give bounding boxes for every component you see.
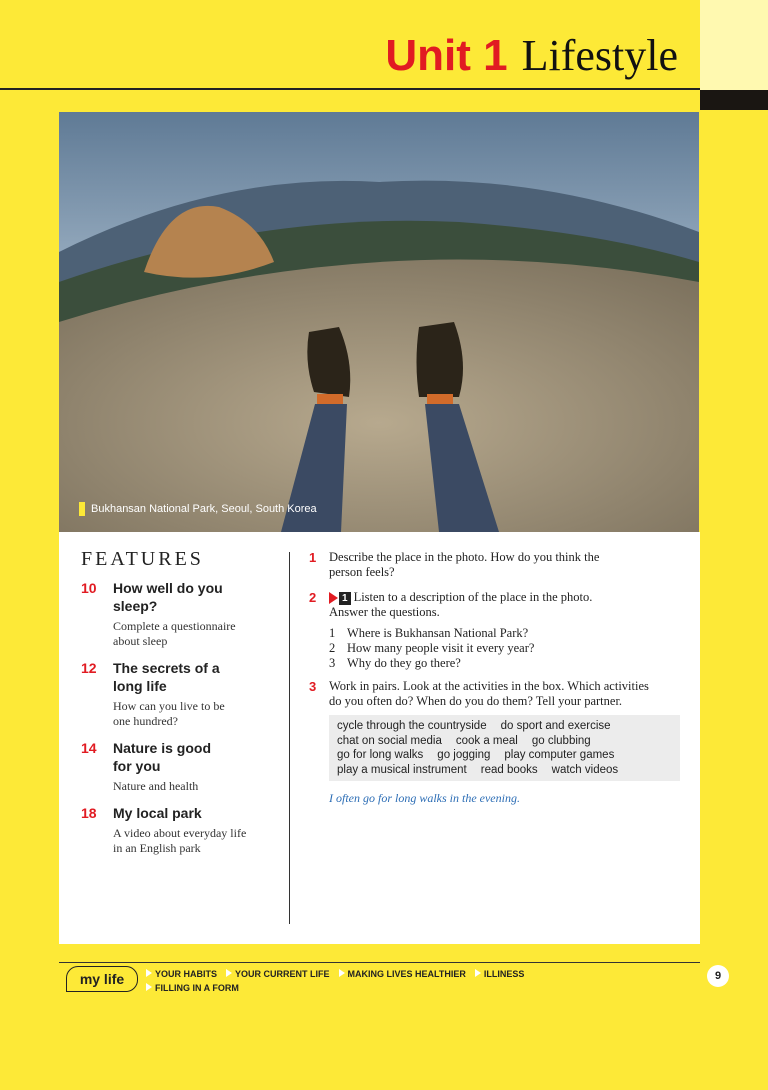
exercise-number: 3 [309,679,317,694]
side-tab-marker [700,90,768,110]
footer-topics [146,967,696,995]
side-tab-light [700,0,768,90]
exercise-2 [309,590,684,620]
header-rule [0,88,700,90]
page-title [385,30,678,81]
feature-description: A video about everyday life in an English park [113,826,247,855]
feature-title: My local park [113,805,202,821]
feature-description: Nature and health [113,779,199,793]
topic-link: YOUR HABITS [146,969,217,979]
exercise-number: 1 [309,550,317,565]
feature-title: How well do you sleep? [113,580,223,614]
hero-photo [59,112,699,532]
activities-row: chat on social media cook a meal go clubbing [337,734,591,747]
list-item: 1 Where is Bukhansan National Park? [329,626,529,640]
list-item: 2 How many people visit it every year? [329,641,535,655]
topic-link: ILLINESS [475,969,525,979]
example-sentence: I often go for long walks in the evening. [329,791,520,805]
feature-item [81,739,281,794]
feature-item [81,804,281,856]
topic-link: MAKING LIVES HEALTHIER [339,969,466,979]
page-number: 9 [707,965,729,987]
feature-title: The secrets of a long life [113,660,220,694]
activities-row: go for long walks go jogging play computer games [337,749,615,761]
photo-caption [79,502,317,516]
unit-label: Unit 1 [385,31,508,80]
caption-marker [79,502,85,516]
feature-page-number: 18 [81,805,97,821]
topic-link: FILLING IN A FORM [146,983,239,993]
unit-title: Lifestyle [521,31,678,80]
exercise-1 [309,550,684,580]
feature-page-number: 12 [81,660,97,676]
feature-page-number: 14 [81,740,97,756]
caption-text: Bukhansan National Park, Seoul, South Korea [91,503,317,515]
exercise-instruction: Work in pairs. Look at the activities in the box. Which activities do you often do? When do you do them? Tell your partner. [329,679,649,708]
play-icon [329,592,338,604]
activities-row: play a musical instrument read books watch videos [337,763,619,776]
list-item: 3 Why do they go there? [329,656,461,670]
topic-link: YOUR CURRENT LIFE [226,969,330,979]
feature-item [81,659,281,729]
activities-row: cycle through the countryside do sport and exercise [337,720,611,732]
feature-title: Nature is good for you [113,740,212,774]
features-heading: FEATURES [81,548,204,570]
activities-box [329,715,680,781]
footer-rule [59,962,700,963]
feature-description: Complete a questionnaire about sleep [113,619,236,648]
column-divider [289,552,290,924]
side-tab [700,90,768,1090]
my-life-logo: my life [66,966,138,992]
content-panel [59,532,700,944]
feature-item [81,579,281,649]
track-number: 1 [339,592,351,605]
exercise-2-questions [329,626,684,671]
exercises-column [309,550,684,806]
audio-track-button[interactable] [329,592,351,605]
feature-page-number: 10 [81,580,97,596]
photo-illustration [59,112,699,532]
feature-description: How can you live to be one hundred? [113,699,225,728]
features-column [81,548,281,866]
exercise-instruction: 1 Listen to a description of the place in the photo. Answer the questions. [329,590,593,619]
exercise-number: 2 [309,590,317,605]
exercise-instruction: Describe the place in the photo. How do you think the person feels? [329,550,600,579]
exercise-3 [309,679,684,709]
